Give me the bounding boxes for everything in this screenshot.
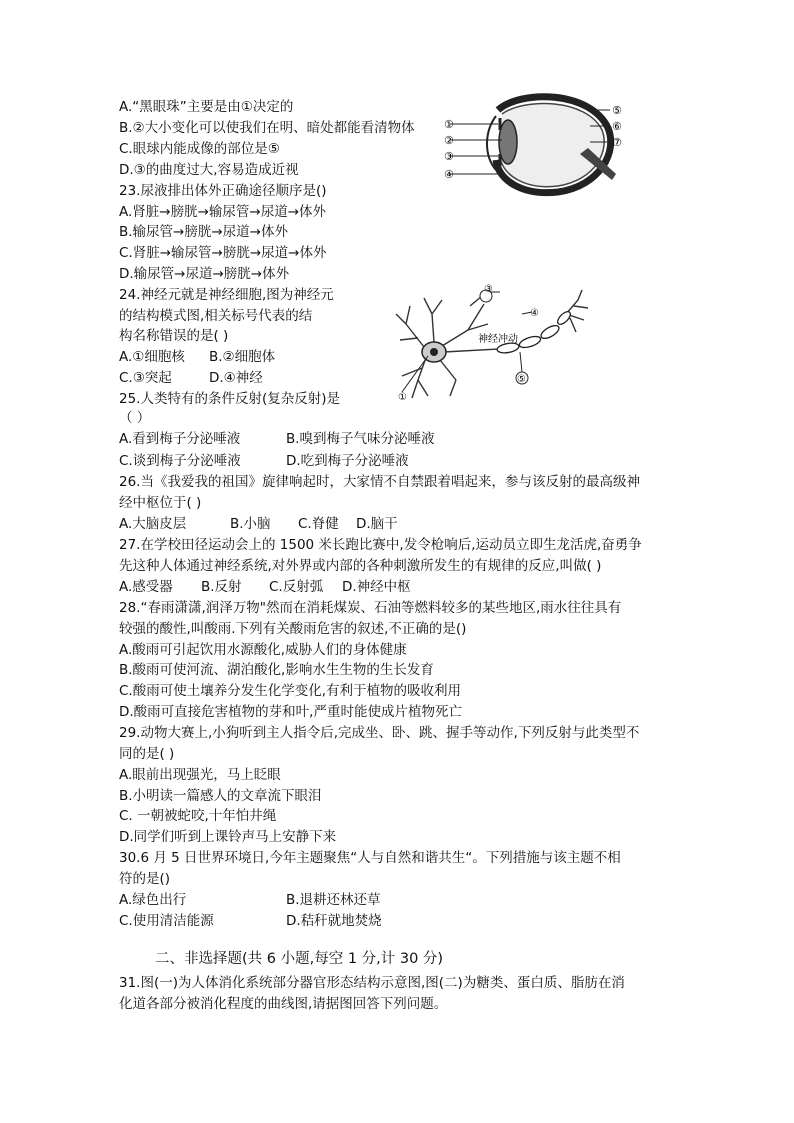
neuron-label-4: ④ (530, 308, 539, 319)
nerve-impulse-label: 神经冲动 (478, 334, 518, 345)
q22-option-a: A.“黑眼珠”主要是由①决定的 (119, 99, 294, 115)
eye-label-1: ① (444, 118, 454, 131)
q23-option-c: C.肾脏→输尿管→膀胱→尿道→体外 (119, 245, 327, 261)
q25-stem-line-2: （ ） (119, 410, 151, 426)
q29-stem-line-2: 同的是( ) (119, 746, 175, 762)
neuron-diagram (388, 284, 608, 412)
q26-stem-line-1: 26.当《我爱我的祖国》旋律响起时，大家情不自禁跟着唱起来，参与该反射的最高级神 (119, 474, 640, 490)
q25-option-d: D.吃到梅子分泌唾液 (286, 453, 409, 469)
eye-label-3: ③ (444, 150, 454, 163)
q22-option-b: B.②大小变化可以使我们在明、暗处都能看清物体 (119, 120, 415, 136)
q24-option-c: C.③突起 (119, 370, 172, 386)
q30-option-a: A.绿色出行 (119, 892, 187, 908)
q28-stem-line-1: 28.“春雨潇潇,润泽万物"然而在消耗煤炭、石油等燃料较多的某些地区,雨水往往具有 (119, 600, 622, 616)
q27-option-c: C.反射弧 (269, 579, 324, 595)
q24-stem-line-2: 的结构模式图,相关标号代表的结 (119, 308, 313, 324)
neuron-label-5: ⑤ (517, 374, 526, 385)
q29-stem-line-1: 29.动物大赛上,小狗听到主人指令后,完成坐、卧、跳、握手等动作,下列反射与此类型不 (119, 725, 640, 741)
q24-option-b: B.②细胞体 (209, 349, 276, 365)
q30-stem-line-2: 符的是() (119, 871, 171, 887)
q30-option-b: B.退耕还林还草 (286, 892, 381, 908)
q25-stem-line-1: 25.人类特有的条件反射(复杂反射)是 (119, 391, 341, 407)
q28-option-c: C.酸雨可使土壤养分发生化学变化,有利于植物的吸收利用 (119, 683, 462, 699)
q24-option-d: D.④神经 (209, 370, 263, 386)
q26-option-c: C.脊健 (298, 516, 339, 532)
q27-stem-line-2: 先这种人体通过神经系统,对外界或内部的各种刺激所发生的有规律的反应,叫做( ) (119, 558, 602, 574)
q23-stem: 23.尿液排出体外正确途径顺序是() (119, 183, 327, 199)
q27-stem-line-1: 27.在学校田径运动会上的 1500 米长跑比赛中,发令枪响后,运动员立即生龙活虎,奋勇争 (119, 537, 642, 553)
q22-option-d: D.③的曲度过大,容易造成近视 (119, 162, 299, 178)
q27-option-a: A.感受器 (119, 579, 173, 595)
q30-stem-line-1: 30.6 月 5 日世界环境日,今年主题聚焦“人与自然和谐共生“。下列措施与该主题不相 (119, 850, 621, 866)
eye-label-2: ② (444, 134, 454, 147)
q24-stem-line-3: 构名称错误的是( ) (119, 328, 229, 344)
q27-option-d: D.神经中枢 (342, 579, 411, 595)
section-2-title: 二、非选择题(共 6 小题,每空 1 分,计 30 分) (155, 951, 444, 967)
q29-option-b: B.小明读一篇感人的文章流下眼泪 (119, 788, 322, 804)
neuron-label-1: ① (398, 392, 407, 403)
q23-option-b: B.输尿管→膀胱→尿道→体外 (119, 224, 288, 240)
eye-label-7: ⑦ (612, 136, 622, 149)
eyeball-diagram (440, 88, 640, 198)
q25-option-c: C.谈到梅子分泌唾液 (119, 453, 241, 469)
q28-option-d: D.酸雨可直接危害植物的芽和叶,严重时能使成片植物死亡 (119, 704, 462, 720)
q26-stem-line-2: 经中枢位于( ) (119, 495, 202, 511)
q23-option-a: A.肾脏→膀胱→输尿管→尿道→体外 (119, 204, 327, 220)
q25-option-a: A.看到梅子分泌唾液 (119, 431, 241, 447)
q26-option-a: A.大脑皮层 (119, 516, 187, 532)
q22-option-c: C.眼球内能成像的部位是⑤ (119, 141, 280, 157)
q29-option-d: D.同学们听到上课铃声马上安静下来 (119, 829, 337, 845)
q28-stem-line-2: 较强的酸性,叫酸雨.下列有关酸雨危害的叙述,不正确的是() (119, 621, 467, 637)
q31-stem-line-2: 化道各部分被消化程度的曲线图,请据图回答下列问题。 (119, 996, 448, 1012)
q25-option-b: B.嗅到梅子气味分泌唾液 (286, 431, 435, 447)
q30-option-c: C.使用清洁能源 (119, 913, 214, 929)
q29-option-c: C. 一朝被蛇咬,十年怕井绳 (119, 808, 277, 824)
q27-option-b: B.反射 (201, 579, 242, 595)
q23-option-d: D.输尿管→尿道→膀胱→体外 (119, 266, 290, 282)
q28-option-b: B.酸雨可使河流、湖泊酸化,影响水生生物的生长发育 (119, 662, 434, 678)
q24-stem-line-1: 24.神经元就是神经细胞,图为神经元 (119, 287, 334, 303)
neuron-label-3: ③ (484, 284, 493, 295)
q28-option-a: A.酸雨可引起饮用水源酸化,威胁人们的身体健康 (119, 642, 407, 658)
eye-label-4: ④ (444, 168, 454, 181)
eye-label-6: ⑥ (612, 120, 622, 133)
q30-option-d: D.秸秆就地焚烧 (286, 913, 382, 929)
q24-option-a: A.①细胞核 (119, 349, 185, 365)
eye-label-5: ⑤ (612, 104, 622, 117)
q29-option-a: A.眼前出现强光，马上眨眼 (119, 767, 281, 783)
q26-option-d: D.脑干 (356, 516, 398, 532)
q26-option-b: B.小脑 (230, 516, 271, 532)
q31-stem-line-1: 31.图(一)为人体消化系统部分器官形态结构示意图,图(二)为糖类、蛋白质、脂肪在消 (119, 975, 625, 991)
